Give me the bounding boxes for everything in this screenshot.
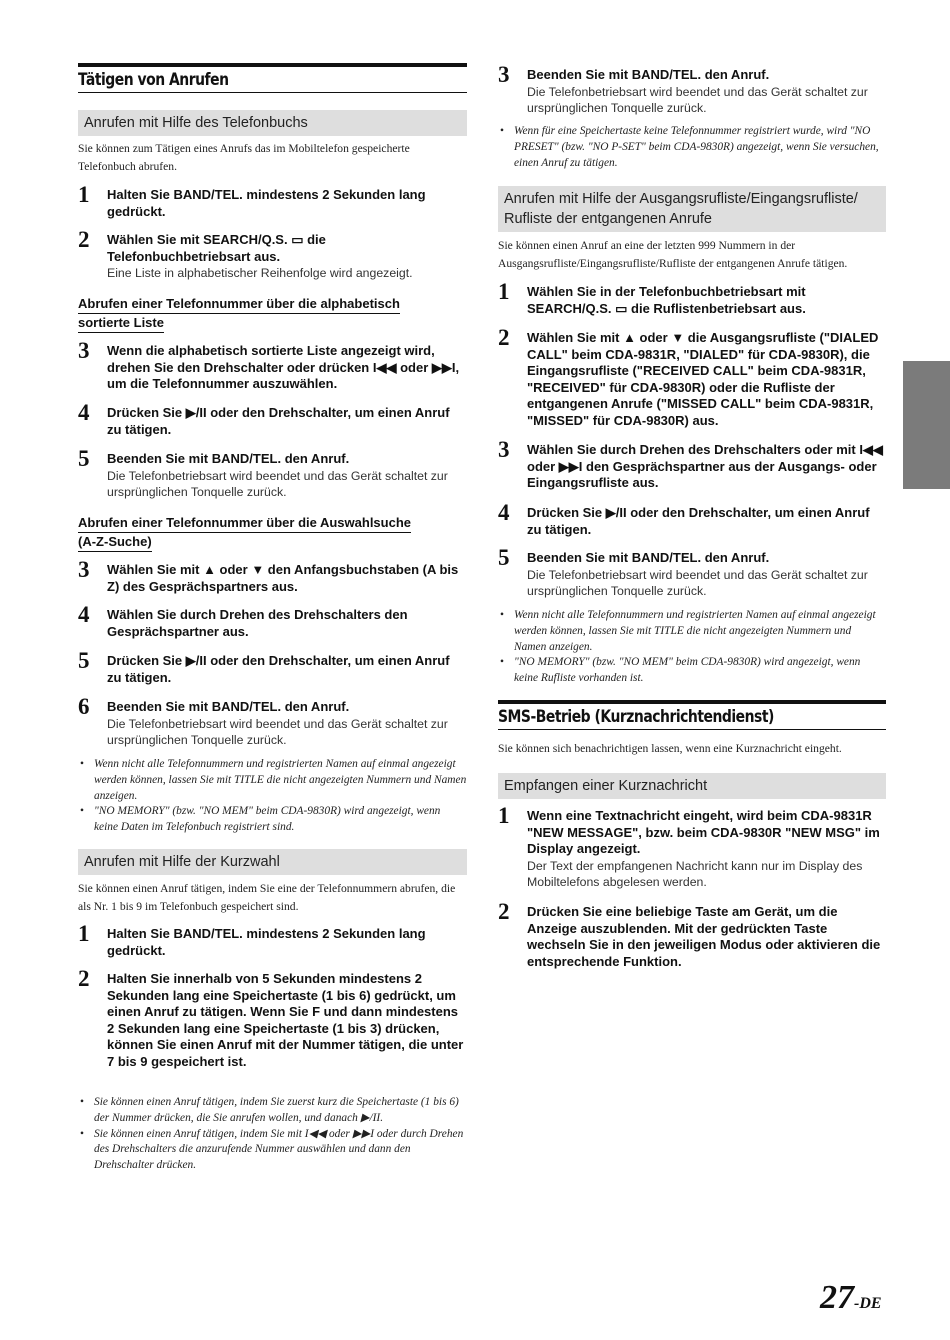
page-number: 27-DE xyxy=(820,1279,882,1316)
note: • "NO MEMORY" (bzw. "NO MEM" beim CDA-9830R) wird angezeigt, wenn keine Rufliste vorhanden ist. xyxy=(498,655,886,687)
step: 1 Wählen Sie in der Telefonbuchbetriebsart mit SEARCH/Q.S. ▭ die Ruflistenbetriebsart aus. xyxy=(498,279,806,316)
step: 3 Wählen Sie durch Drehen des Drehschalters oder mit I◀◀ oder ▶▶I den Gesprächspartner aus der Ausgangs- oder Eingangsrufliste aus. xyxy=(498,437,883,490)
step: 5 Drücken Sie ▶/II oder den Drehschalter, um einen Anruf zu tätigen. xyxy=(78,648,450,685)
step: 5 Beenden Sie mit BAND/TEL. den Anruf. Die Telefonbetriebsart wird beendet und das Gerät schaltet zur ursprünglichen Tonquelle zurück. xyxy=(78,446,448,499)
step: 4 Drücken Sie ▶/II oder den Drehschalter, um einen Anruf zu tätigen. xyxy=(498,500,870,537)
step: 1 Halten Sie BAND/TEL. mindestens 2 Sekunden lang gedrückt. xyxy=(78,182,426,219)
subsection-heading: Anrufen mit Hilfe der Kurzwahl xyxy=(78,849,467,875)
step: 2 Drücken Sie eine beliebige Taste am Gerät, um die Anzeige auszublenden. Mit der gedrückten Taste wechseln Sie in den jeweiligen Modus oder aktivieren die entsprechende Funktion. xyxy=(498,899,881,969)
step: 3 Wenn die alphabetisch sortierte Liste angezeigt wird, drehen Sie den Drehschalter oder drücken I◀◀ oder ▶▶I, um die Telefonnummer auszuwählen. xyxy=(78,338,460,391)
notes-list xyxy=(498,124,886,171)
note: • Wenn nicht alle Telefonnummern und registrierten Namen auf einmal angezeigt werden können, lassen Sie mit TITLE die nicht angezeigten Nummern und Namen anzeigen. xyxy=(498,608,886,655)
underlined-heading: Abrufen einer Telefonnummer über die alphabetisch sortierte Liste xyxy=(78,295,400,333)
note: • "NO MEMORY" (bzw. "NO MEM" beim CDA-9830R) wird angezeigt, wenn keine Daten im Telefonbuch registriert sind. xyxy=(78,804,467,836)
step: 1 Wenn eine Textnachricht eingeht, wird beim CDA-9831R "NEW MESSAGE", bzw. beim CDA-9830R "NEW MSG" im Display angezeigt. Der Text der empfangenen Nachricht kann nur im Display des Mobiltelefons abgelesen werden. xyxy=(498,803,880,889)
step: 3 Wählen Sie mit ▲ oder ▼ den Anfangsbuchstaben (A bis Z) des Gesprächspartners aus. xyxy=(78,557,459,594)
step: 6 Beenden Sie mit BAND/TEL. den Anruf. Die Telefonbetriebsart wird beendet und das Gerät schaltet zur ursprünglichen Tonquelle zurück. xyxy=(78,694,448,747)
step: 2 Wählen Sie mit ▲ oder ▼ die Ausgangsrufliste ("DIALED CALL" beim CDA-9831R, "DIALED" für CDA-9830R), die Eingangsrufliste ("RECEIVED CALL" beim CDA-9831R, "RECEIVED" für CDA-9830R) oder die Rufliste der entgangenen Anrufe ("MISSED CALL" beim CDA-9831R, "MISSED" für CDA-9830R) aus. xyxy=(498,325,879,428)
step: 2 Wählen Sie mit SEARCH/Q.S. ▭ die Telefonbuchbetriebsart aus. Eine Liste in alphabetischer Reihenfolge wird angezeigt. xyxy=(78,227,413,280)
note: • Wenn für eine Speichertaste keine Telefonnummer registriert wurde, wird "NO PRESET" (bzw. "NO P-SET" beim CDA-9830R) angezeigt, wenn Sie versuchen, einen Anruf zu tätigen. xyxy=(498,124,886,171)
step: 1 Halten Sie BAND/TEL. mindestens 2 Sekunden lang gedrückt. xyxy=(78,921,426,958)
intro-text: Sie können einen Anruf an eine der letzten 999 Nummern in der Ausgangsrufliste/Eingangsrufliste/Rufliste der entgangenen Anrufe tätigen. xyxy=(498,239,848,270)
notes-list xyxy=(78,757,467,836)
subsection-heading: Empfangen einer Kurznachricht xyxy=(498,773,886,799)
intro-text: Sie können sich benachrichtigen lassen, wenn eine Kurznachricht eingeht. xyxy=(498,742,842,755)
note: • Wenn nicht alle Telefonnummern und registrierten Namen auf einmal angezeigt werden können, lassen Sie mit TITLE die nicht angezeigten Nummern und Namen anzeigen. xyxy=(78,757,467,804)
intro-text: Sie können zum Tätigen eines Anrufs das im Mobiltelefon gespeicherte Telefonbuch abrufen. xyxy=(78,142,410,173)
step: 4 Wählen Sie durch Drehen des Drehschalters den Gesprächspartner aus. xyxy=(78,602,408,639)
intro-text: Sie können einen Anruf tätigen, indem Sie eine der Telefonnummern abrufen, die als Nr. 1 bis 9 im Telefonbuch gespeichert sind. xyxy=(78,882,456,913)
note: • Sie können einen Anruf tätigen, indem Sie mit I◀◀ oder ▶▶I oder durch Drehen des Drehschalters die anzurufende Nummer auswählen und dann den Drehschalter drücken. xyxy=(78,1127,467,1174)
chapter-tab xyxy=(903,361,950,489)
section-title: SMS-Betrieb (Kurznachrichtendienst) xyxy=(498,700,886,730)
section-title: Tätigen von Anrufen xyxy=(78,63,467,93)
subsection-heading: Anrufen mit Hilfe der Ausgangsrufliste/Eingangsrufliste/ Rufliste der entgangenen Anrufe xyxy=(498,186,886,232)
notes-list xyxy=(78,1095,467,1174)
note: • Sie können einen Anruf tätigen, indem Sie zuerst kurz die Speichertaste (1 bis 6) der Nummer drücken, die Sie anrufen wollen, und danach ▶/II. xyxy=(78,1095,467,1127)
subsection-heading: Anrufen mit Hilfe des Telefonbuchs xyxy=(78,110,467,136)
step: 3 Beenden Sie mit BAND/TEL. den Anruf. Die Telefonbetriebsart wird beendet und das Gerät schaltet zur ursprünglichen Tonquelle zurück. xyxy=(498,62,868,115)
step: 5 Beenden Sie mit BAND/TEL. den Anruf. Die Telefonbetriebsart wird beendet und das Gerät schaltet zur ursprünglichen Tonquelle zurück. xyxy=(498,545,868,598)
underlined-heading: Abrufen einer Telefonnummer über die Auswahlsuche (A-Z-Suche) xyxy=(78,514,411,552)
step: 4 Drücken Sie ▶/II oder den Drehschalter, um einen Anruf zu tätigen. xyxy=(78,400,450,437)
notes-list xyxy=(498,608,886,687)
step: 2 Halten Sie innerhalb von 5 Sekunden mindestens 2 Sekunden lang eine Speichertaste (1 bis 6) gedrückt, um einen Anruf zu tätigen. Wenn Sie F und dann mindestens 2 Sekunden lang eine Speichertaste (1 bis 3) drücken, können Sie einen Anruf mit der Nummer tätigen, die unter 7 bis 9 gespeichert ist. xyxy=(78,966,464,1069)
